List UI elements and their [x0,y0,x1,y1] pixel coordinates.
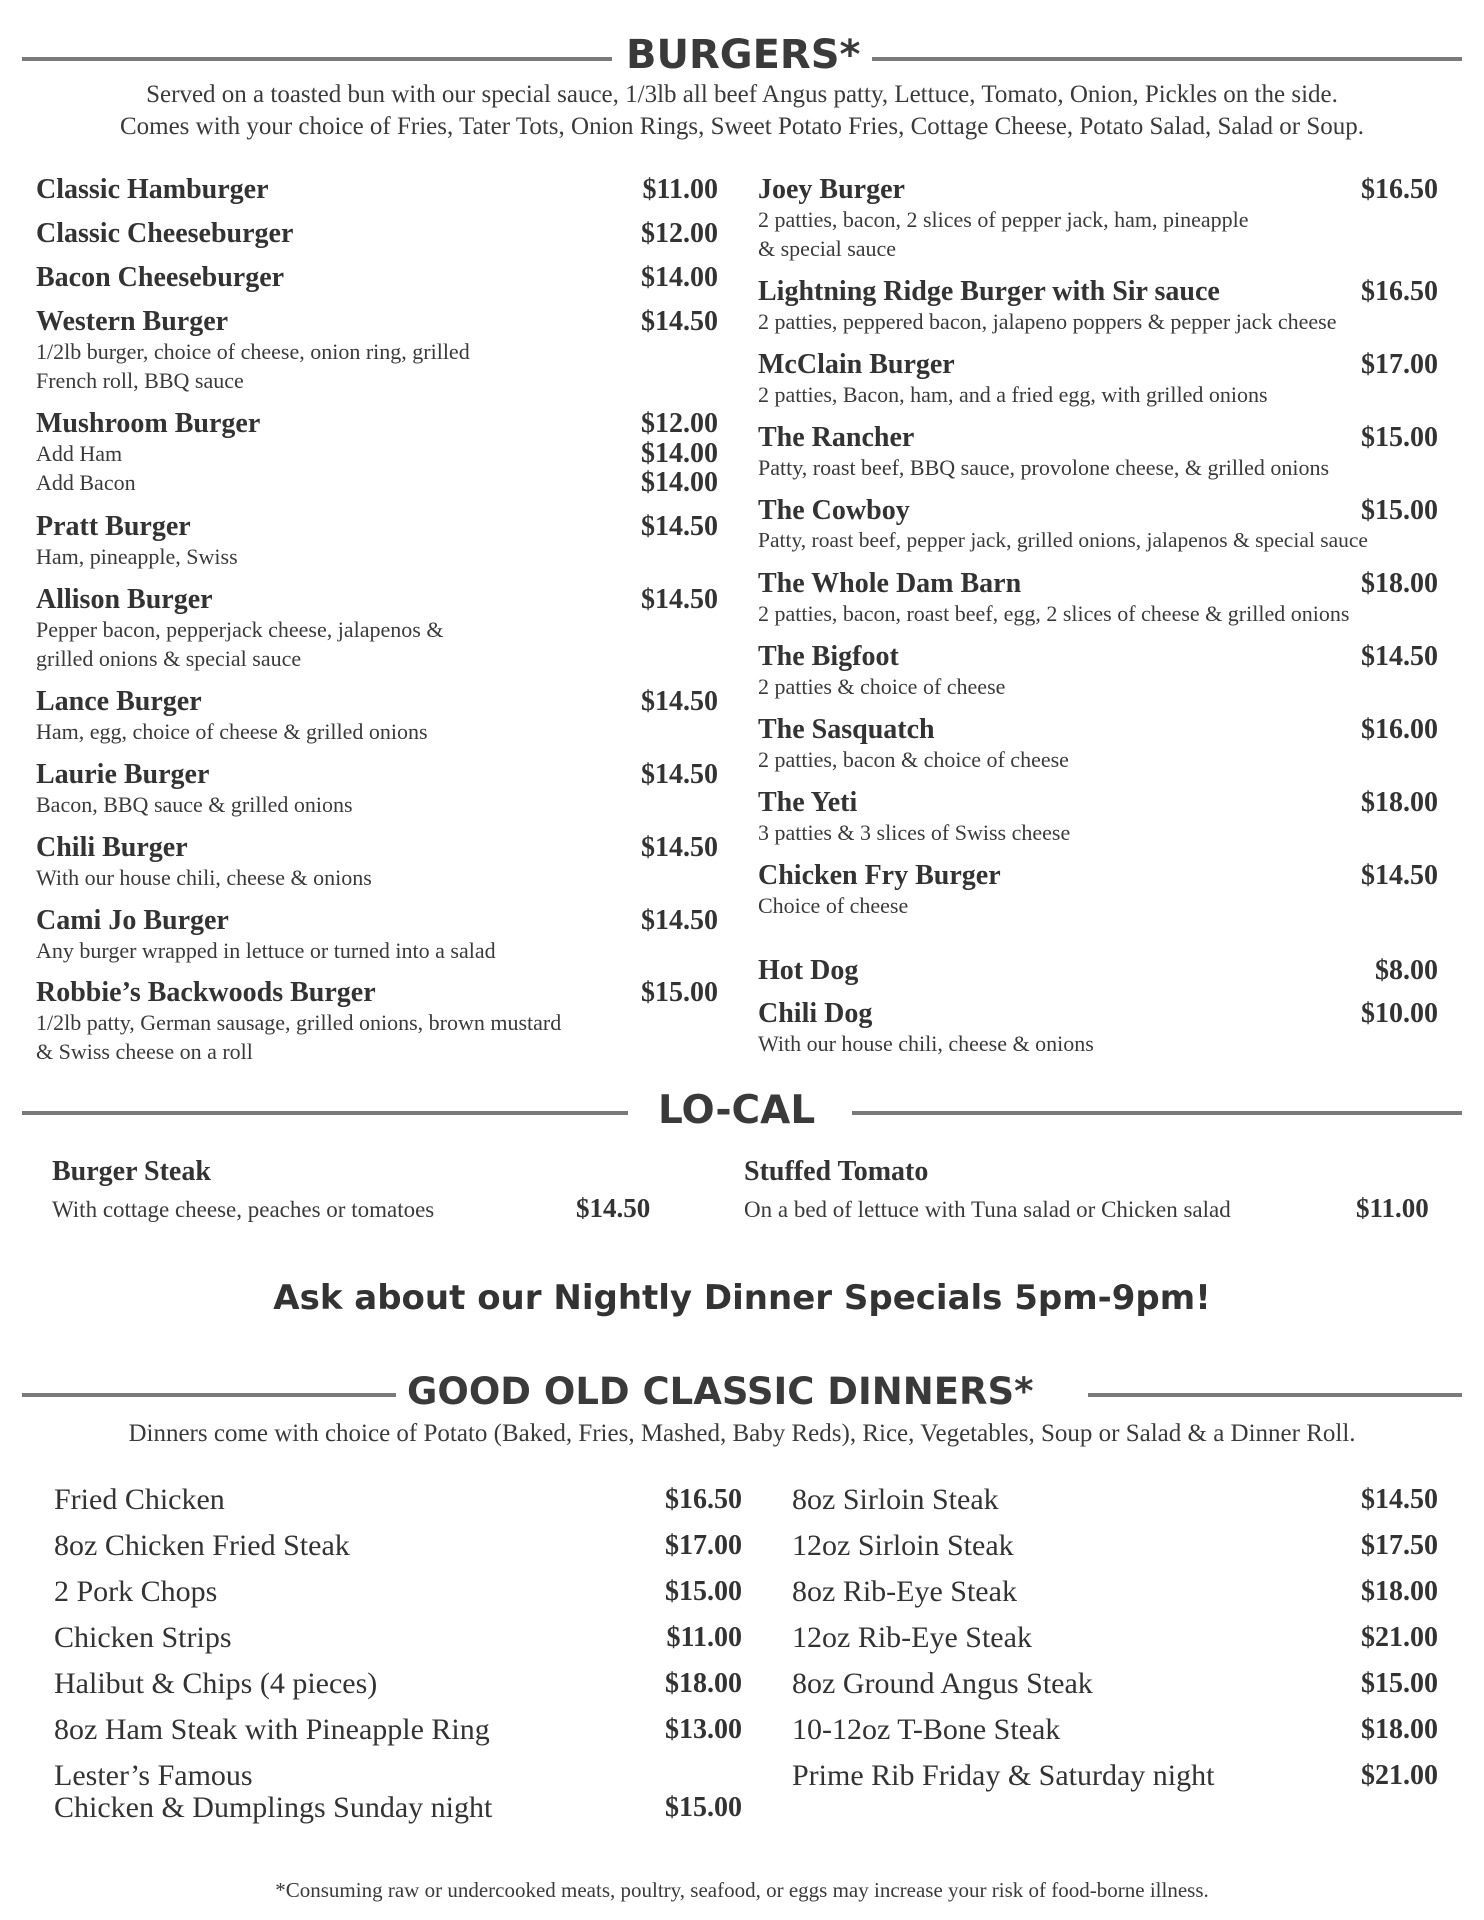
item-name: Chili Dog [758,998,873,1029]
burgers-intro-line2: Comes with your choice of Fries, Tater Tots, Onion Rings, Sweet Potato Fries, Cottage Cheese, Potato Salad, Salad or Soup. [119,113,1365,140]
item-name: Classic Cheeseburger [36,218,294,249]
dinner-name: Lester’s Famous [54,1759,253,1792]
item-name: Bacon Cheeseburger [36,262,285,293]
item-name: The Rancher [758,422,915,453]
item-description: French roll, BBQ sauce [36,368,244,393]
dinner-price: $14.50 [1361,1484,1438,1515]
dinner-name: 12oz Rib-Eye Steak [792,1621,1032,1654]
menu-item [758,569,1438,628]
burgers-rule-right [872,57,1462,61]
item-name: Robbie’s Backwoods Burger [36,977,376,1008]
item-name: The Bigfoot [758,641,899,672]
burgers-intro-line1: Served on a toasted bun with our special sauce, 1/3lb all beef Angus patty, Lettuce, Tomato, Onion, Pickles on the side. [146,81,1338,108]
dinner-item [54,1576,742,1608]
item-price: $14.50 [641,905,718,936]
dinner-price: $21.00 [1361,1760,1438,1791]
item-name: Classic Hamburger [36,174,269,205]
item-name: Hot Dog [758,955,859,986]
item-description: Ham, pineapple, Swiss [36,544,238,569]
dinner-name: 2 Pork Chops [54,1575,218,1608]
local-item-price: $11.00 [1356,1193,1429,1223]
menu-item [758,861,1438,920]
item-description: 1/2lb burger, choice of cheese, onion ring, grilled [36,339,470,364]
add-on-row [36,439,718,468]
item-name: Mushroom Burger [36,408,261,439]
item-name: The Whole Dam Barn [758,568,1022,599]
item-price: $15.00 [641,977,718,1008]
dinners-title: GOOD OLD CLASSIC DINNERS* [407,1370,1034,1413]
menu-item [758,999,1438,1058]
local-item-description: With cottage cheese, peaches or tomatoes [52,1197,435,1222]
item-name: Lance Burger [36,686,202,717]
dinner-item [54,1760,742,1824]
item-description: & special sauce [758,236,897,261]
dinner-name-line2: Chicken & Dumplings Sunday night [54,1791,493,1824]
item-name: The Yeti [758,787,858,818]
item-price: $14.50 [1361,860,1438,891]
item-description: 1/2lb patty, German sausage, grilled onions, brown mustard [36,1010,562,1035]
item-description: Patty, roast beef, BBQ sauce, provolone cheese, & grilled onions [758,455,1330,480]
item-name: Chili Burger [36,832,188,863]
item-description: 2 patties, bacon & choice of cheese [758,747,1069,772]
dinner-price: $21.00 [1361,1622,1438,1653]
item-description: 2 patties, Bacon, ham, and a fried egg, with grilled onions [758,382,1268,407]
menu-item [36,409,718,497]
dinners-intro: Dinners come with choice of Potato (Baked, Fries, Mashed, Baby Reds), Rice, Vegetables, Soup or Salad & a Dinner Roll. [128,1420,1356,1447]
item-name: Laurie Burger [36,759,210,790]
local-rule-right [852,1111,1462,1115]
menu-item [758,496,1438,555]
menu-item [36,175,718,205]
dinner-item [54,1668,742,1700]
item-price: $11.00 [642,174,718,205]
item-price: $12.00 [641,218,718,249]
item-price: $14.50 [641,306,718,337]
burgers-title: BURGERS* [626,32,861,78]
item-name: Lightning Ridge Burger with Sir sauce [758,276,1220,307]
item-description: Choice of cheese [758,893,909,918]
dinner-name: Fried Chicken [54,1483,225,1516]
item-description: grilled onions & special sauce [36,646,302,671]
item-price: $16.00 [1361,714,1438,745]
menu-item [758,788,1438,847]
item-price: $14.50 [641,759,718,790]
item-name: Pratt Burger [36,511,191,542]
menu-item [36,585,718,673]
item-price: $16.50 [1361,174,1438,205]
dinner-name: Halibut & Chips (4 pieces) [54,1667,378,1700]
local-item-name: Burger Steak [52,1156,211,1187]
dinner-price: $15.00 [665,1576,742,1607]
dinner-name: 8oz Sirloin Steak [792,1483,999,1516]
item-price: $14.50 [641,584,718,615]
item-name: Chicken Fry Burger [758,860,1001,891]
menu-item [758,175,1438,263]
dinner-name: 8oz Ham Steak with Pineapple Ring [54,1713,490,1746]
item-name: Western Burger [36,306,229,337]
dinner-price: $13.00 [665,1714,742,1745]
dinner-price: $17.00 [665,1530,742,1561]
dinner-item [54,1530,742,1562]
add-on-row [36,468,718,497]
menu-item [36,978,718,1066]
dinner-price: $11.00 [666,1622,742,1653]
item-price: $8.00 [1375,955,1438,986]
dinner-price: $17.50 [1361,1530,1438,1561]
item-price: $14.50 [1361,641,1438,672]
item-description: Patty, roast beef, pepper jack, grilled onions, jalapenos & special sauce [758,528,1368,552]
menu-item [758,642,1438,701]
dinner-name: Prime Rib Friday & Saturday night [792,1759,1215,1792]
item-price: $14.50 [641,832,718,863]
dinner-price: $15.00 [665,1792,742,1823]
item-description: Pepper bacon, pepperjack cheese, jalapenos & [36,617,444,642]
item-name: Allison Burger [36,584,213,615]
item-price: $18.00 [1361,568,1438,599]
item-description: 2 patties, bacon, roast beef, egg, 2 slices of cheese & grilled onions [758,601,1350,626]
dinner-name: 10-12oz T-Bone Steak [792,1713,1061,1746]
menu-item [36,263,718,293]
menu-item [36,833,718,892]
dinner-price: $15.00 [1361,1668,1438,1699]
item-name: Cami Jo Burger [36,905,229,936]
item-price: $16.50 [1361,276,1438,307]
item-price: $14.50 [641,511,718,542]
food-safety-disclaimer: *Consuming raw or undercooked meats, poultry, seafood, or eggs may increase your risk of food-borne illness. [275,1878,1209,1902]
menu-item [758,423,1438,482]
dinners-rule-right [1088,1393,1462,1397]
menu-item [758,350,1438,409]
add-on-price: $14.00 [641,438,718,469]
menu-item [758,956,1438,986]
dinner-item [792,1484,1438,1516]
item-description: Ham, egg, choice of cheese & grilled onions [36,719,428,744]
menu-item [36,219,718,249]
dinner-item [792,1622,1438,1654]
item-description: 2 patties & choice of cheese [758,674,1006,699]
burgers-rule-left [22,57,612,61]
item-description: 3 patties & 3 slices of Swiss cheese [758,820,1071,845]
item-price: $18.00 [1361,787,1438,818]
item-name: McClain Burger [758,349,955,380]
menu-item [36,512,718,571]
item-description: With our house chili, cheese & onions [758,1031,1094,1056]
item-price: $10.00 [1361,998,1438,1029]
nightly-specials-banner: Ask about our Nightly Dinner Specials 5pm-9pm! [273,1278,1211,1318]
item-description: Any burger wrapped in lettuce or turned into a salad [36,938,496,963]
dinner-item [792,1530,1438,1562]
dinner-item [54,1714,742,1746]
dinner-name: Chicken Strips [54,1621,232,1654]
add-on-label: Add Bacon [36,470,136,495]
menu-item [36,687,718,746]
dinner-name: 8oz Ground Angus Steak [792,1667,1093,1700]
add-on-label: Add Ham [36,441,123,466]
dinner-item [54,1484,742,1516]
dinners-rule-left [22,1393,396,1397]
menu-item [36,906,718,965]
local-item-price: $14.50 [576,1193,651,1223]
item-name: The Cowboy [758,495,910,526]
menu-item [36,760,718,819]
dinner-name: 12oz Sirloin Steak [792,1529,1014,1562]
item-description: 2 patties, bacon, 2 slices of pepper jack, ham, pineapple [758,207,1249,232]
menu-item [758,715,1438,774]
item-name: Joey Burger [758,174,905,205]
dinner-item [792,1668,1438,1700]
item-price: $14.00 [641,262,718,293]
dinner-price: $18.00 [665,1668,742,1699]
dinner-item [792,1760,1438,1792]
dinner-price: $16.50 [665,1484,742,1515]
dinner-item [54,1622,742,1654]
add-on-price: $14.00 [641,467,718,498]
item-price: $15.00 [1361,495,1438,526]
local-title: LO-CAL [658,1088,816,1133]
menu-item [36,307,718,395]
item-description: & Swiss cheese on a roll [36,1039,253,1064]
menu-item [758,277,1438,336]
dinner-item [792,1714,1438,1746]
dinner-name: 8oz Rib-Eye Steak [792,1575,1017,1608]
item-price: $15.00 [1361,422,1438,453]
local-rule-left [22,1111,628,1115]
dinner-price: $18.00 [1361,1714,1438,1745]
item-price: $17.00 [1361,349,1438,380]
item-price: $14.50 [641,686,718,717]
item-name: The Sasquatch [758,714,935,745]
dinner-name: 8oz Chicken Fried Steak [54,1529,350,1562]
item-description: With our house chili, cheese & onions [36,865,372,890]
item-price: $12.00 [641,408,718,439]
local-item-name: Stuffed Tomato [744,1156,929,1187]
local-item-description: On a bed of lettuce with Tuna salad or Chicken salad [744,1197,1231,1222]
item-description: 2 patties, peppered bacon, jalapeno poppers & pepper jack cheese [758,309,1337,334]
dinner-price: $18.00 [1361,1576,1438,1607]
item-description: Bacon, BBQ sauce & grilled onions [36,792,353,817]
dinner-item [792,1576,1438,1608]
